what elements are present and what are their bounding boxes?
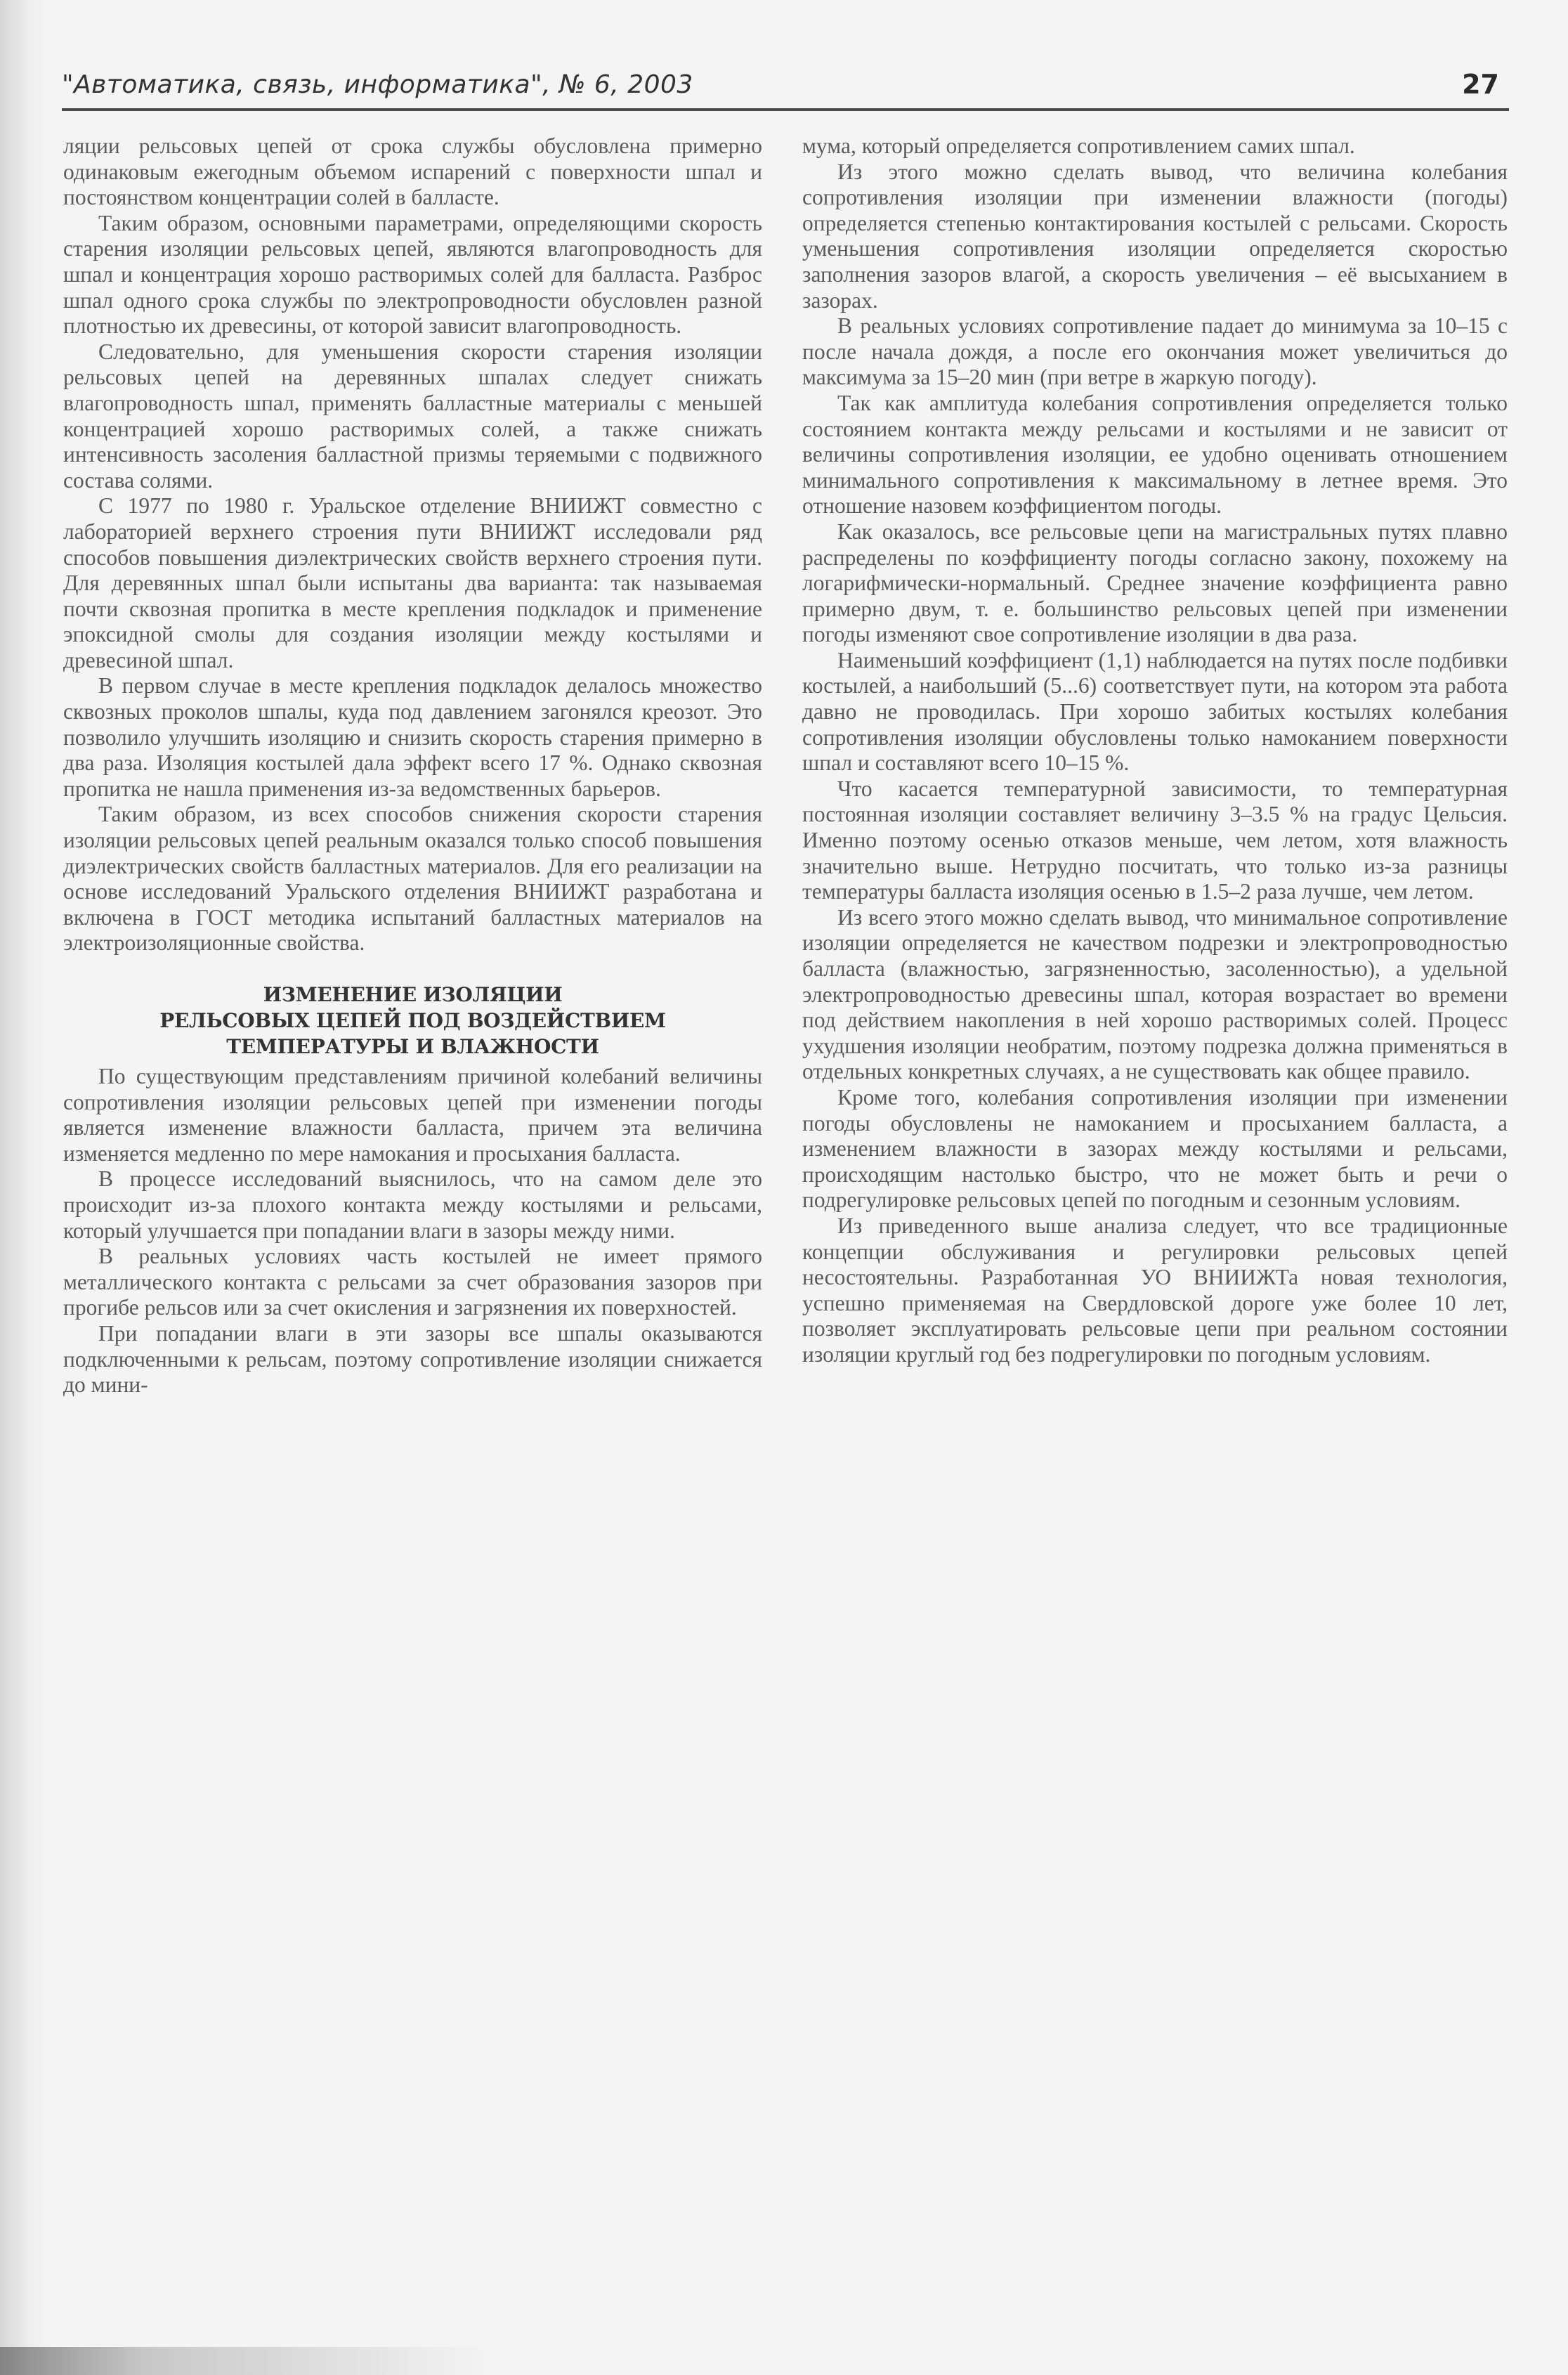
paragraph: мума, который определяется сопротивлением самих шпал.	[802, 134, 1355, 158]
paragraph: Наименьший коэффициент (1,1) наблюдается на путях после подбивки костылей, а наибольший (5...6) соответствует пути, на котором эта работа давно не проводилась. При хорошо забитых костылях колебания сопротивления изоляции обусловлены только намоканием поверхности шпал и составляют всего 10–15 %.	[802, 647, 1508, 776]
paragraph: Из этого можно сделать вывод, что величина колебания сопротивления изоляции при изменении влажности (погоды) определяется степенью контактирования костылей с рельсами. Скорость уменьшения сопротивления изоляции определяется скоростью заполнения зазоров влагой, а скорость увеличения – её высыханием в зазорах.	[802, 159, 1508, 313]
paragraph: В процессе исследований выяснилось, что на самом деле это происходит из-за плохого контакта между костылями и рельсами, который улучшается при попадании влаги в зазоры между ними.	[63, 1166, 762, 1243]
running-header	[62, 65, 1509, 114]
paragraph: При попадании влаги в эти зазоры все шпалы оказываются подключенными к рельсам, поэтому сопротивление изоляции снижается до мини-	[63, 1320, 762, 1398]
paragraph: Таким образом, основными параметрами, определяющими скорость старения изоляции рельсовых цепей, являются влагопроводность для шпал и концентрация хорошо растворимых солей для балласта. Разброс шпал одного срока службы по электропроводности обусловлен разной плотностью их древесины, от которой зависит влагопроводность.	[63, 210, 762, 339]
paragraph: Так как амплитуда колебания сопротивления определяется только состоянием контакта между рельсами и костылями и не зависит от величины сопротивления изоляции, ее удобно оценивать отношением минимального сопротивления к максимальному в летнее время. Это отношение назовем коэффициентом погоды.	[802, 390, 1508, 519]
paragraph: С 1977 по 1980 г. Уральское отделение ВНИИЖТ совместно с лабораторией верхнего строения пути ВНИИЖТ исследовали ряд способов повышения диэлектрических свойств верхнего строения пути. Для деревянных шпал были испытаны два варианта: так называемая почти сквозная пропитка в месте крепления подкладок и применение эпоксидной смолы для создания изоляции между костылями и древесиной шпал.	[63, 493, 762, 672]
section-heading-line: ТЕМПЕРАТУРЫ И ВЛАЖНОСТИ	[226, 1035, 599, 1058]
page-number: 27	[1462, 69, 1499, 100]
section-heading	[63, 982, 762, 1060]
paragraph: По существующим представлениям причиной колебаний величины сопротивления изоляции рельсовых цепей при изменении погоды является изменение влажности балласта, причем эта величина изменяется медленно по мере намокания и просыхания балласта.	[63, 1064, 762, 1166]
header-rule	[62, 108, 1509, 111]
paragraph: В реальных условиях сопротивление падает до минимума за 10–15 с после начала дождя, а после его окончания может увеличиться до максимума за 15–20 мин (при ветре в жаркую погоду).	[802, 313, 1508, 390]
journal-title: "Автоматика, связь, информатика", № 6, 2003	[62, 70, 693, 99]
page-edge-shadow	[0, 0, 49, 2375]
paragraph: Следовательно, для уменьшения скорости старения изоляции рельсовых цепей на деревянных шпалах следует снижать влагопроводность шпал, применять балластные материалы с меньшей концентрацией хорошо растворимых солей, а также снижать интенсивность засоления балластной призмы теряемыми с подвижного состава солями.	[63, 339, 762, 493]
left-column	[63, 134, 762, 1398]
paragraph: Как оказалось, все рельсовые цепи на магистральных путях плавно распределены по коэффициенту погоды согласно закону, похожему на логарифмически-нормальный. Среднее значение коэффициента равно примерно двум, т. е. большинство рельсовых цепей при изменении погоды изменяют свое сопротивление изоляции в два раза.	[802, 519, 1508, 647]
right-column	[802, 134, 1508, 1368]
paragraph: Таким образом, из всех способов снижения скорости старения изоляции рельсовых цепей реальным оказался только способ повышения диэлектрических свойств балластных материалов. Для его реализации на основе исследований Уральского отделения ВНИИЖТ разработана и включена в ГОСТ методика испытаний балластных материалов на электроизоляционные свойства.	[63, 802, 762, 956]
paragraph: ляции рельсовых цепей от срока службы обусловлена примерно одинаковым ежегодным объемом испарений с поверхности шпал и постоянством концентрации солей в балласте.	[63, 134, 762, 210]
paragraph: В реальных условиях часть костылей не имеет прямого металлического контакта с рельсами за счет образования зазоров при прогибе рельсов или за счет окисления и загрязнения их поверхностей.	[63, 1244, 762, 1320]
section-heading-line: ИЗМЕНЕНИЕ ИЗОЛЯЦИИ	[263, 983, 563, 1006]
paragraph: Из всего этого можно сделать вывод, что минимальное сопротивление изоляции определяется не качеством подрезки и электропроводностью балласта (влажностью, загрязненностью, засоленностью), а удельной электропроводностью древесины шпал, которая возрастает во времени под действием накопления в ней хорошо растворимых солей. Процесс ухудшения изоляции необратим, поэтому подрезка должна применяться в отдельных конкретных случаях, а не существовать как общее правило.	[802, 904, 1508, 1084]
paragraph: В первом случае в месте крепления подкладок делалось множество сквозных проколов шпалы, куда под давлением загонялся креозот. Это позволило улучшить изоляцию и снизить скорость старения примерно в два раза. Изоляция костылей дала эффект всего 17 %. Однако сквозная пропитка не нашла применения из-за ведомственных барьеров.	[63, 673, 762, 801]
page-bottom-shadow	[0, 2347, 492, 2375]
paragraph: Кроме того, колебания сопротивления изоляции при изменении погоды обусловлены не намоканием и просыханием балласта, а изменением влажности в зазорах между костылями и рельсами, происходящим настолько быстро, что не может быть и речи о подрегулировке рельсовых цепей по погодным и сезонным условиям.	[802, 1084, 1508, 1213]
section-heading-line: РЕЛЬСОВЫХ ЦЕПЕЙ ПОД ВОЗДЕЙСТВИЕМ	[159, 1009, 666, 1032]
paragraph: Из приведенного выше анализа следует, что все традиционные концепции обслуживания и регулировки рельсовых цепей несостоятельны. Разработанная УО ВНИИЖТа новая технология, успешно применяемая на Свердловской дороге уже более 10 лет, позволяет эксплуатировать рельсовые цепи при реальном состоянии изоляции круглый год без подрегулировки по погодным условиям.	[802, 1213, 1508, 1367]
paragraph: Что касается температурной зависимости, то температурная постоянная изоляции составляет величину 3–3.5 % на градус Цельсия. Именно поэтому осенью отказов меньше, чем летом, хотя влажность значительно выше. Нетрудно посчитать, что только из-за разницы температуры балласта изоляция осенью в 1.5–2 раза лучше, чем летом.	[802, 776, 1508, 904]
